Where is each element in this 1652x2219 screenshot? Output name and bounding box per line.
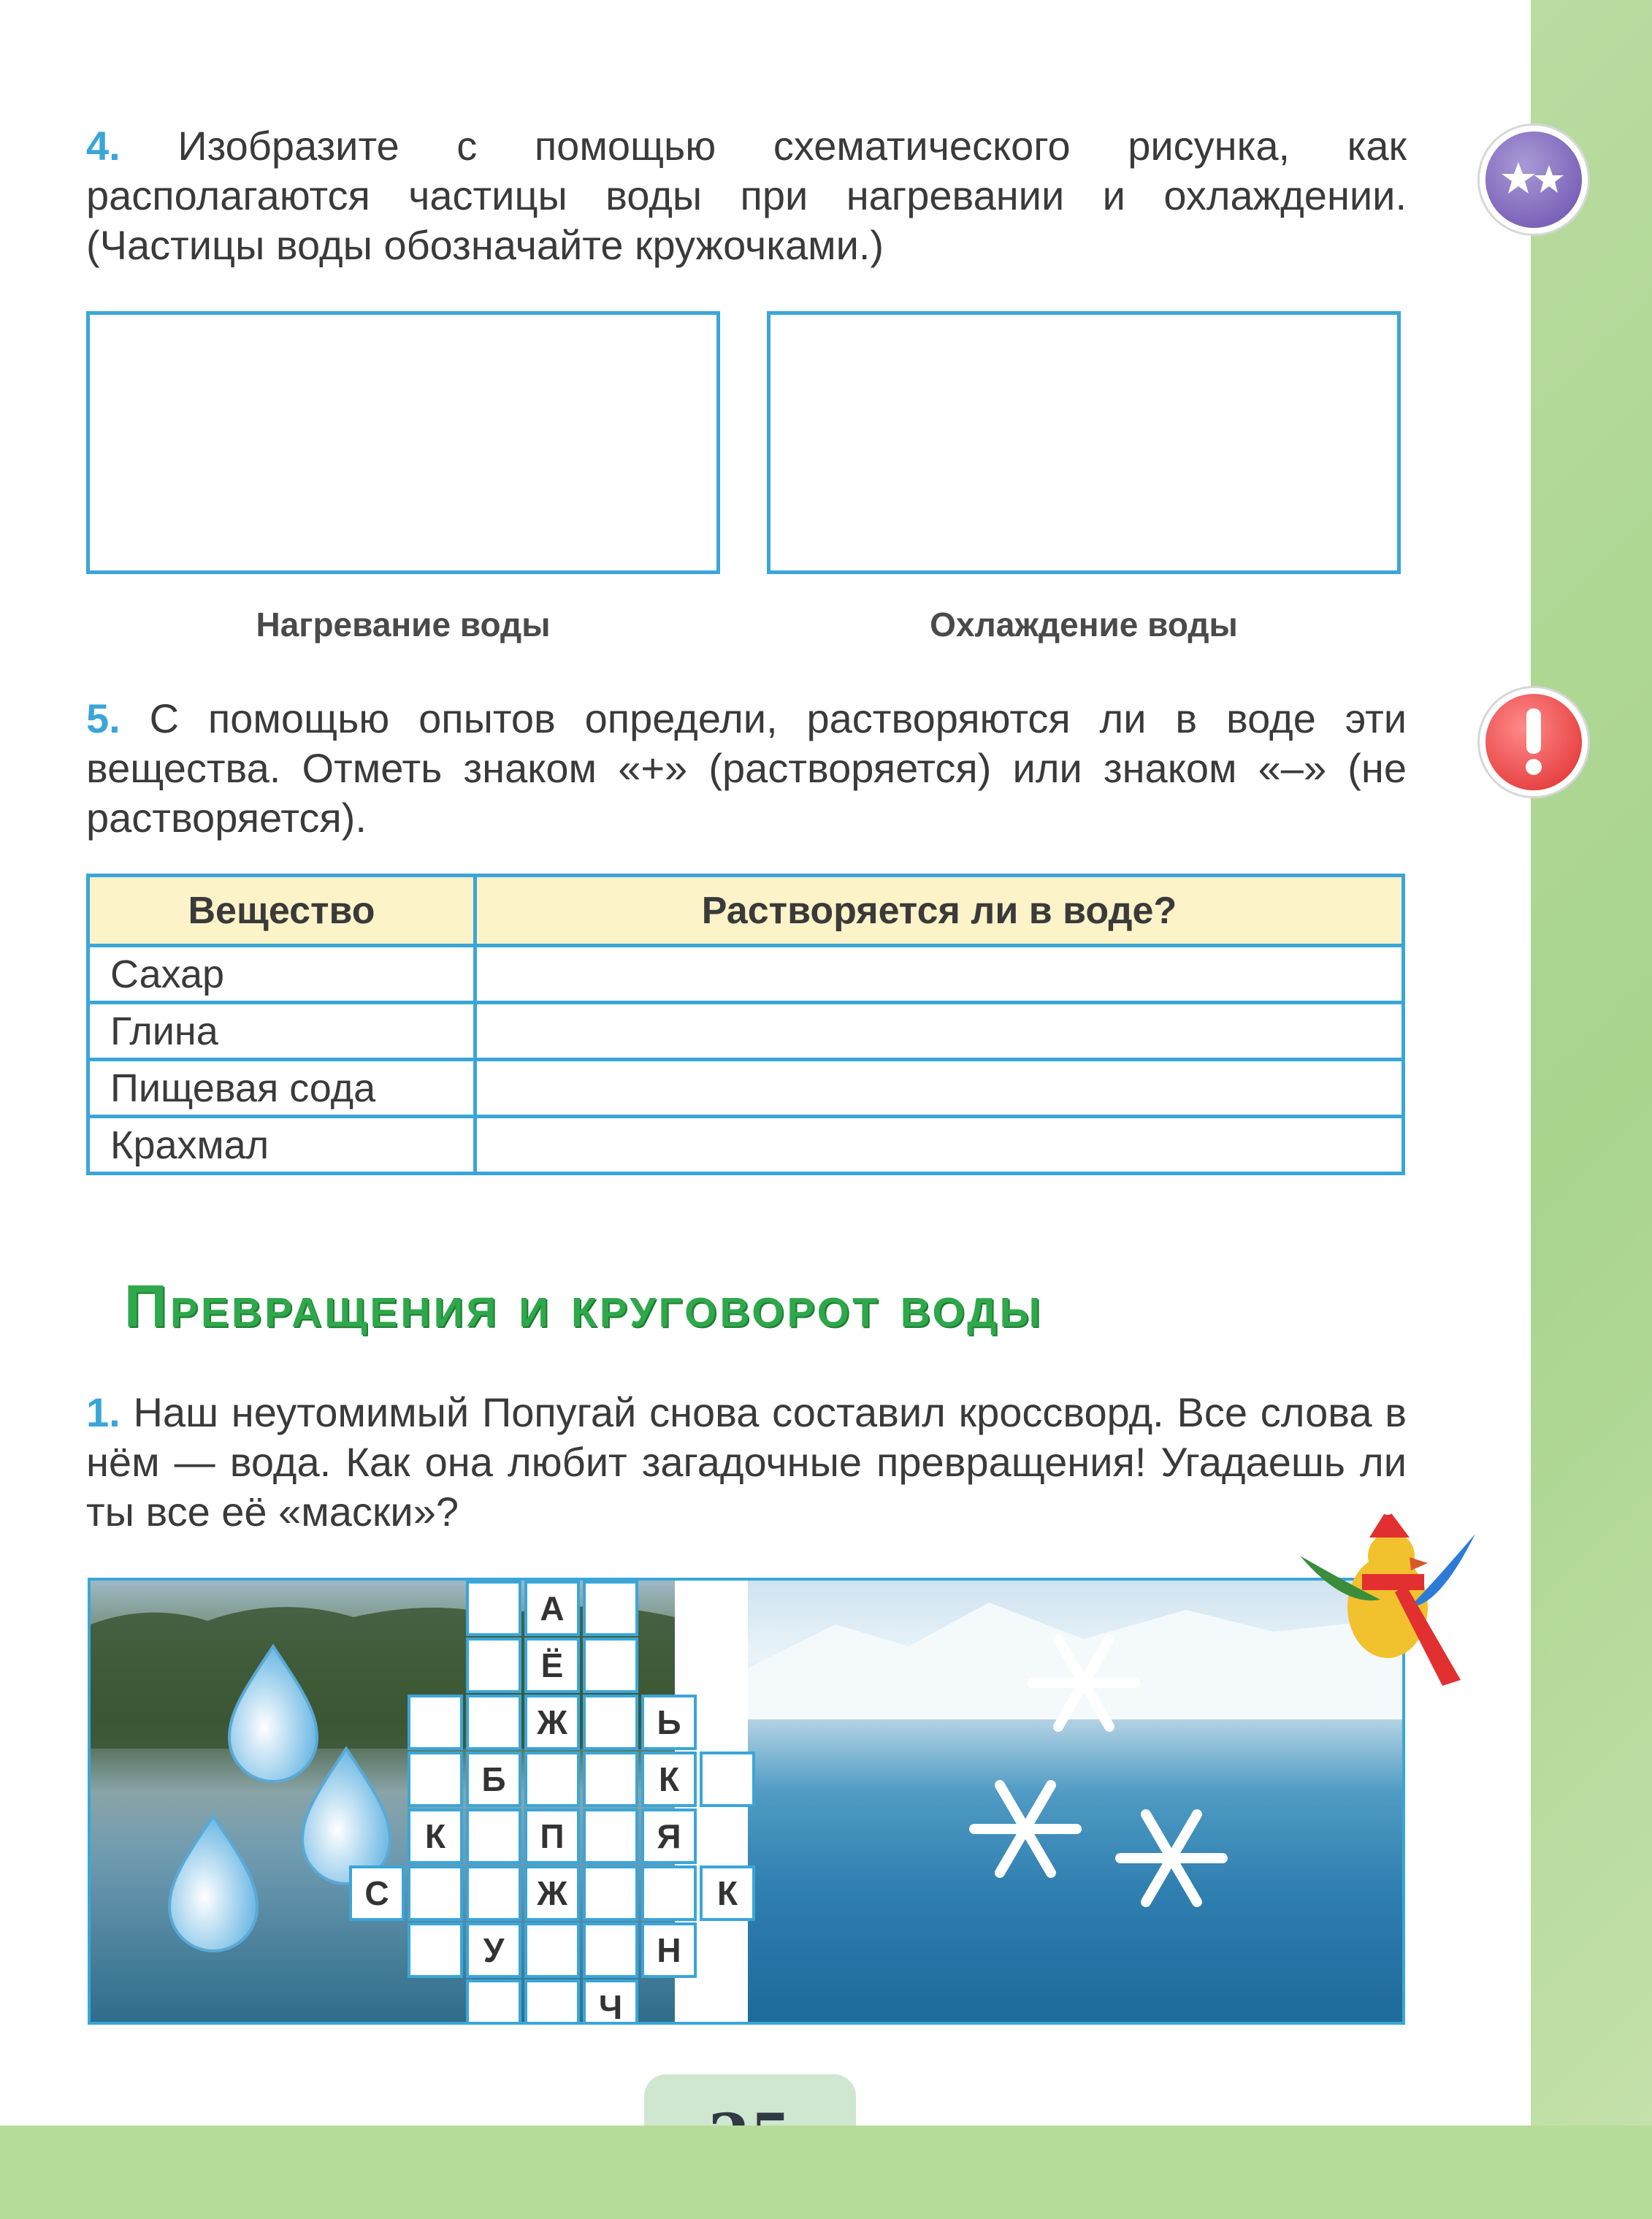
section-title: Превращения и круговорот воды [124, 1273, 1044, 1340]
crossword-cell[interactable] [583, 1752, 638, 1807]
task1-paragraph [86, 1388, 1407, 1537]
substance-cell: Глина [88, 1003, 475, 1060]
crossword-cell[interactable] [583, 1695, 638, 1750]
crossword-cell[interactable] [524, 1979, 580, 2025]
table-row [88, 1117, 1404, 1174]
crossword-cell[interactable]: Ё [524, 1638, 580, 1693]
parrot-icon [1271, 1505, 1490, 1709]
task1-number: 1. [86, 1389, 121, 1435]
exclamation-badge-icon [1485, 694, 1582, 790]
bottom-decor-band [0, 2126, 1652, 2219]
stars-badge-icon [1485, 131, 1582, 228]
task5-number: 5. [86, 695, 121, 741]
crossword-cell[interactable] [466, 1865, 521, 1921]
crossword-cell[interactable]: У [466, 1922, 521, 1978]
crossword-cell[interactable]: К [641, 1752, 697, 1807]
crossword-cell[interactable] [583, 1638, 638, 1693]
substance-cell: Пищевая сода [88, 1060, 475, 1117]
crossword-cell[interactable] [408, 1922, 463, 1978]
crossword-cell[interactable] [408, 1695, 463, 1750]
crossword-cell[interactable]: К [700, 1865, 755, 1921]
crossword-cell[interactable] [408, 1865, 463, 1921]
crossword-cell[interactable]: Ж [524, 1865, 580, 1921]
crossword-cell[interactable]: А [524, 1581, 580, 1636]
heating-drawing-box[interactable] [86, 311, 720, 574]
crossword-cell[interactable] [641, 1865, 697, 1921]
crossword-cell[interactable]: Н [641, 1922, 697, 1978]
cooling-drawing-box[interactable] [767, 311, 1401, 574]
solubility-table [86, 874, 1405, 1175]
cooling-caption: Охлаждение воды [930, 606, 1238, 643]
task5-text: С помощью опытов определи, растворяются ли в воде эти вещества. Отметь знаком «+» (растворяется) или знаком «–» (не растворяется). [86, 695, 1407, 841]
crossword-cell[interactable]: Ч [583, 1979, 638, 2025]
table-row [88, 1060, 1404, 1117]
header-dissolves: Растворяется ли в воде? [475, 876, 1404, 946]
crossword-cell[interactable]: К [408, 1809, 463, 1864]
answer-cell[interactable] [475, 1003, 1404, 1060]
substance-cell: Сахар [88, 946, 475, 1003]
crossword-cell[interactable]: Б [466, 1752, 521, 1807]
substance-cell: Крахмал [88, 1117, 475, 1174]
crossword-cell[interactable]: Ь [641, 1695, 697, 1750]
task4-text: Изобразите с помощью схематического рисунка, как располагаются частицы воды при нагревании и охлаждении. (Частицы воды обозначайте кружочками.) [86, 123, 1407, 268]
crossword-illustration [88, 1578, 1405, 2025]
table-row [88, 946, 1404, 1003]
answer-cell[interactable] [475, 1117, 1404, 1174]
answer-cell[interactable] [475, 1060, 1404, 1117]
crossword-cell[interactable] [583, 1922, 638, 1978]
crossword-cell[interactable] [524, 1922, 580, 1978]
heating-caption: Нагревание воды [256, 606, 551, 643]
crossword-cell[interactable] [466, 1638, 521, 1693]
header-substance: Вещество [88, 876, 475, 946]
crossword-cell[interactable] [466, 1809, 521, 1864]
crossword-cell[interactable] [466, 1979, 521, 2025]
table-row [88, 1003, 1404, 1060]
crossword-cell[interactable] [583, 1865, 638, 1921]
crossword-cell[interactable]: Ж [524, 1695, 580, 1750]
crossword-cell[interactable] [583, 1581, 638, 1636]
task5-paragraph [86, 694, 1407, 843]
crossword-cell[interactable] [583, 1809, 638, 1864]
crossword-cell[interactable]: С [349, 1865, 405, 1921]
crossword-cell[interactable]: Я [641, 1809, 697, 1864]
table-header-row [88, 876, 1404, 946]
task4-number: 4. [86, 123, 121, 169]
task4-paragraph [86, 121, 1407, 270]
crossword-cell[interactable]: П [524, 1809, 580, 1864]
crossword-cell[interactable] [408, 1752, 463, 1807]
crossword-cell[interactable] [466, 1581, 521, 1636]
answer-cell[interactable] [475, 946, 1404, 1003]
task1-text: Наш неутомимый Попугай снова составил кроссворд. Все слова в нём — вода. Как она любит загадочные превращения! Угадаешь ли ты все её «маски»? [86, 1389, 1407, 1535]
crossword-cell[interactable] [700, 1752, 755, 1807]
crossword-cell[interactable] [524, 1752, 580, 1807]
crossword-cell[interactable] [466, 1695, 521, 1750]
